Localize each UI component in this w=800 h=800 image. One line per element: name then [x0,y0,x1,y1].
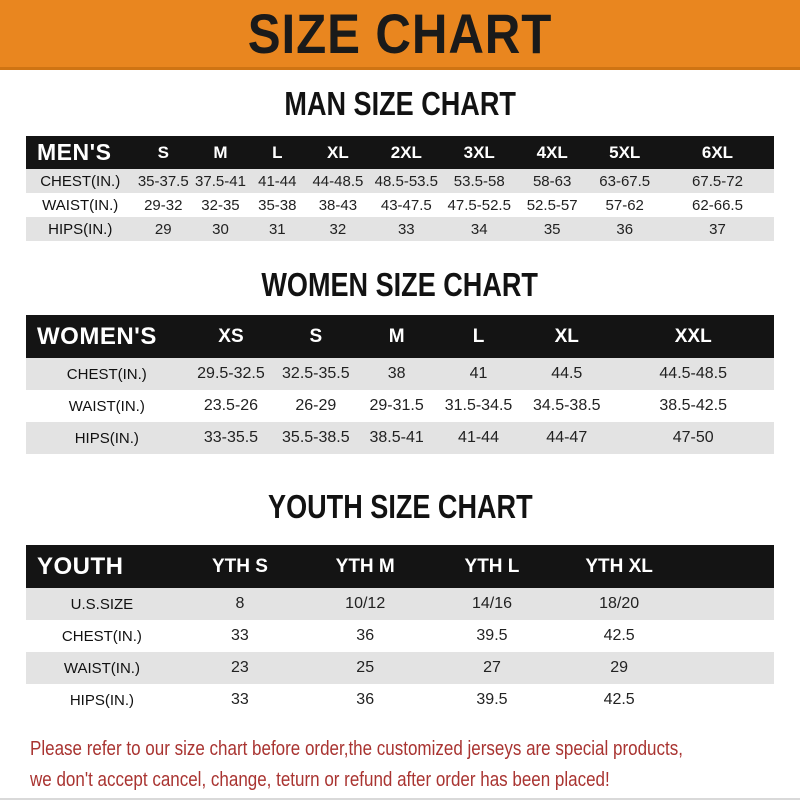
size-value-cell: 30 [212,220,229,238]
footer-line-2: we don't accept cancel, change, teturn or refund after order has been placed! [30,769,610,791]
size-value-cell: 36 [356,691,375,708]
size-column-header: XL [554,325,579,347]
size-value-cell: 38-43 [318,196,358,214]
size-column-header: S [157,142,169,162]
footer-note [30,734,772,796]
size-value-cell: 58-63 [532,172,572,190]
size-value-cell: 39.5 [476,627,508,644]
size-value-cell: 8 [235,595,245,612]
size-value-cell: 38 [387,365,406,382]
measure-label: WAIST(IN.) [63,659,140,677]
size-value-cell: 31.5-34.5 [444,397,513,414]
size-column-header: L [272,142,283,162]
measure-label: HIPS(IN.) [48,220,113,238]
size-value-cell: 23.5-26 [203,397,259,414]
youth-section-heading-text: YOUTH SIZE CHART [267,488,533,525]
size-value-cell: 41 [469,365,488,382]
men-size-table [26,136,774,241]
size-value-cell: 37 [709,220,726,238]
size-value-cell: 35-38 [258,196,297,214]
size-value-cell: 29.5-32.5 [197,365,265,382]
size-value-cell: 62-66.5 [692,196,743,214]
size-value-cell: 33-35.5 [203,429,259,446]
size-column-header: XXL [674,325,712,347]
man-section-heading [0,87,800,121]
women-size-table [26,315,774,454]
size-column-header: L [472,325,485,347]
measure-label: WAIST(IN.) [68,397,145,415]
size-value-cell: 23 [231,659,249,676]
size-column-header: M [213,142,228,162]
size-value-cell: 42.5 [603,691,635,708]
size-value-cell: 57-62 [605,196,644,214]
size-table-header-row [26,315,774,358]
youth-size-table [26,545,774,716]
size-table-row [26,588,774,620]
measure-label: HIPS(IN.) [74,429,139,447]
banner-title: SIZE CHART [247,2,553,65]
size-value-cell: 67.5-72 [692,172,743,190]
size-value-cell: 36 [356,627,375,644]
size-table-group-label: MEN'S [37,139,112,165]
size-value-cell: 29-32 [144,196,183,214]
measure-label: CHEST(IN.) [61,627,142,645]
size-value-cell: 35 [543,220,561,238]
footer-line-1: Please refer to our size chart before order,the customized jerseys are special products, [30,738,683,760]
size-value-cell: 34 [470,220,488,238]
spacer-cell [683,545,774,588]
measure-label: WAIST(IN.) [42,196,119,214]
size-value-cell: 33 [231,627,249,644]
size-table-row [26,217,774,241]
size-column-header: 5XL [609,142,641,162]
size-value-cell: 63-67.5 [599,172,651,190]
size-value-cell: 39.5 [476,691,508,708]
size-value-cell: 44.5-48.5 [659,365,727,382]
size-table-header-row [26,136,774,169]
size-table-row [26,652,774,684]
size-value-cell: 26-29 [295,397,337,414]
size-value-cell: 44.5 [551,365,583,382]
size-value-cell: 29 [154,220,172,238]
women-section-heading [0,268,800,302]
size-table-group-label: WOMEN'S [37,322,157,350]
size-value-cell: 47.5-52.5 [447,196,511,214]
size-value-cell: 14/16 [471,595,512,612]
size-column-header: 4XL [536,142,568,162]
size-value-cell: 10/12 [345,595,386,612]
size-table-header-row [26,545,774,588]
size-table-group-label: YOUTH [37,552,124,580]
size-value-cell: 52.5-57 [526,196,578,214]
size-column-header: XS [218,325,244,347]
size-value-cell: 25 [356,659,375,676]
size-value-cell: 35.5-38.5 [282,429,350,446]
youth-section-heading [0,490,800,524]
size-column-header: 3XL [463,142,495,162]
size-value-cell: 44-48.5 [312,172,364,190]
size-value-cell: 29 [610,659,629,676]
size-value-cell: 44-47 [546,429,588,446]
size-value-cell: 33 [397,220,415,238]
measure-label: CHEST(IN.) [40,172,121,190]
size-chart-banner [0,0,800,70]
size-value-cell: 31 [268,220,286,238]
size-table-row [26,390,774,422]
spacer-cell [683,652,774,684]
size-table-row [26,193,774,217]
measure-label: HIPS(IN.) [69,691,134,709]
size-value-cell: 37.5-41 [195,172,246,190]
size-table-row [26,620,774,652]
women-section-heading-text: WOMEN SIZE CHART [261,266,539,303]
size-value-cell: 32.5-35.5 [282,365,350,382]
size-value-cell: 38.5-41 [369,429,424,446]
size-value-cell: 53.5-58 [453,172,505,190]
size-value-cell: 43-47.5 [380,196,432,214]
size-table-row [26,422,774,454]
size-value-cell: 33 [231,691,249,708]
man-section-heading-text: MAN SIZE CHART [284,85,516,122]
size-column-header: YTH XL [585,555,653,577]
size-column-header: XL [327,142,349,162]
size-value-cell: 48.5-53.5 [374,172,439,190]
spacer-cell [683,620,774,652]
size-value-cell: 42.5 [603,627,635,644]
size-column-header: 6XL [701,142,734,162]
size-table-row [26,684,774,716]
size-column-header: YTH M [335,555,395,577]
size-value-cell: 29-31.5 [369,397,424,414]
size-table-row [26,169,774,193]
size-value-cell: 41-44 [458,429,499,446]
measure-label: CHEST(IN.) [66,365,147,383]
size-column-header: 2XL [390,142,422,162]
spacer-cell [683,684,774,716]
size-value-cell: 41-44 [258,172,297,190]
size-column-header: M [388,325,405,347]
size-column-header: YTH L [464,555,520,577]
size-value-cell: 32-35 [201,196,240,214]
size-value-cell: 18/20 [599,595,640,612]
size-table-row [26,358,774,390]
size-value-cell: 32 [329,220,347,238]
size-column-header: YTH S [211,555,268,577]
size-value-cell: 47-50 [672,429,714,446]
size-value-cell: 36 [616,220,634,238]
size-value-cell: 34.5-38.5 [532,397,601,414]
size-value-cell: 27 [483,659,501,676]
size-value-cell: 38.5-42.5 [659,397,727,414]
size-value-cell: 35-37.5 [137,172,189,190]
measure-label: U.S.SIZE [70,595,134,613]
size-column-header: S [309,325,323,347]
spacer-cell [683,588,774,620]
